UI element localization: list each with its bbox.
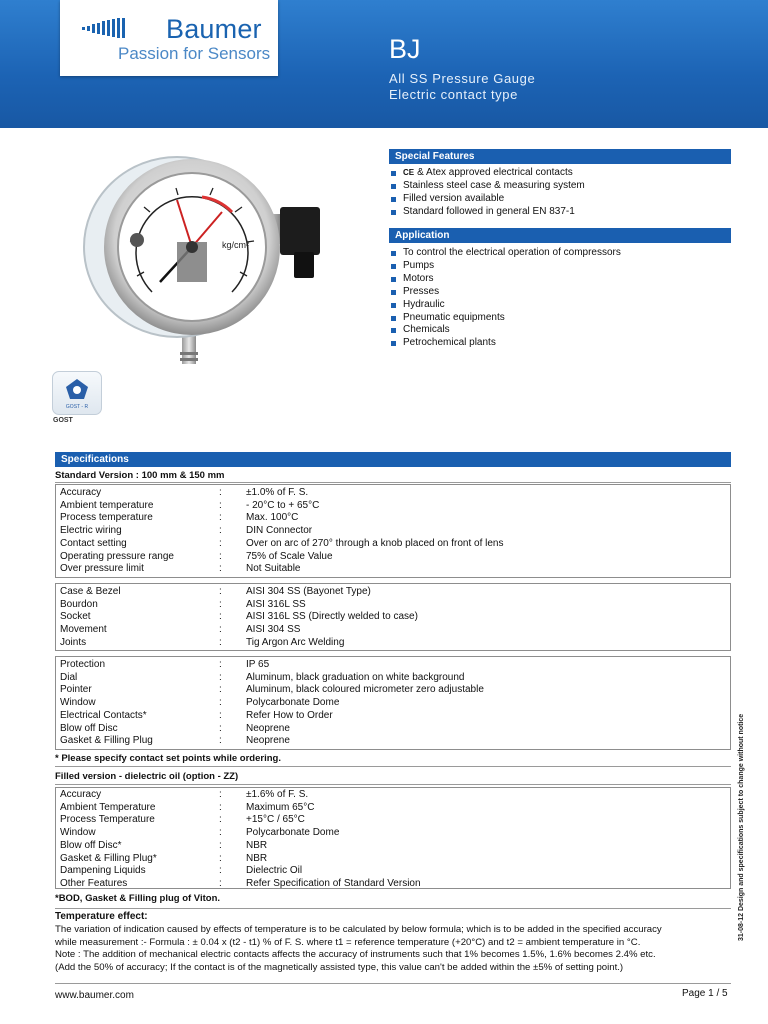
spec-label: Window xyxy=(60,827,96,839)
spec-value: Polycarbonate Dome xyxy=(246,697,340,709)
spec-value: Maximum 65°C xyxy=(246,801,315,813)
filled-version-heading: Filled version - dielectric oil (option - ZZ) xyxy=(55,771,239,782)
spec-value: AISI 304 SS xyxy=(246,624,301,636)
spec-row xyxy=(56,840,730,853)
spec-row xyxy=(56,563,730,576)
bullet-icon xyxy=(391,184,396,189)
viton-note: *BOD, Gasket & Filling plug of Viton. xyxy=(55,893,221,904)
paragraph-line: The variation of indication caused by effects of temperature is to be calculated by below formula; which is to be added in the specified accuracy xyxy=(55,924,662,935)
spec-separator: : xyxy=(219,598,222,610)
spec-label: Other Features xyxy=(60,877,128,889)
bullet-icon xyxy=(391,210,396,215)
product-subtitle-2: Electric contact type xyxy=(389,87,518,102)
spec-row xyxy=(56,637,730,650)
spec-row xyxy=(56,878,730,891)
spec-row xyxy=(56,827,730,840)
application-list xyxy=(389,247,621,350)
spec-value: Tig Argon Arc Welding xyxy=(246,636,345,648)
spec-label: Bourdon xyxy=(60,598,98,610)
spec-row xyxy=(56,538,730,551)
spec-separator: : xyxy=(219,814,222,826)
spec-separator: : xyxy=(219,801,222,813)
spec-label: Accuracy xyxy=(60,487,102,498)
spec-label: Blow off Disc xyxy=(60,722,118,734)
revision-side-note: 31-08-12 Design and specifications subject to change without notice xyxy=(738,713,745,941)
spec-separator: : xyxy=(219,671,222,683)
spec-label: Case & Bezel xyxy=(60,586,121,597)
spec-separator: : xyxy=(219,624,222,636)
spec-label: Gasket & Filling Plug xyxy=(60,735,153,747)
svg-text:kg/cm²: kg/cm² xyxy=(222,240,249,250)
spec-label: Process Temperature xyxy=(60,814,155,826)
spec-label: Dial xyxy=(60,671,78,683)
special-features-list xyxy=(389,167,585,219)
spec-row xyxy=(56,586,730,599)
spec-row xyxy=(56,624,730,637)
temperature-effect-text xyxy=(55,924,745,974)
special-features-heading: Special Features xyxy=(389,149,731,164)
spec-value: Refer How to Order xyxy=(246,709,333,721)
page-number: Page 1 / 5 xyxy=(682,988,728,999)
brand-name: Baumer xyxy=(166,14,262,44)
spec-group-materials xyxy=(55,583,731,651)
spec-value: Neoprene xyxy=(246,735,290,747)
paragraph-line: Note : The addition of mechanical electric contacts affects the accuracy of instruments such that 1% becomes 1.5%, 1.6% becomes 2.4% etc. xyxy=(55,949,656,961)
spec-separator: : xyxy=(219,611,222,623)
spec-row xyxy=(56,551,730,564)
spec-value: Over on arc of 270° through a knob placed on front of lens xyxy=(246,537,504,549)
spec-separator: : xyxy=(219,789,222,800)
spec-separator: : xyxy=(219,877,222,889)
spec-label: Operating pressure range xyxy=(60,550,174,562)
spec-row xyxy=(56,853,730,866)
specifications-heading: Specifications xyxy=(55,452,731,467)
spec-row xyxy=(56,723,730,736)
gost-certification-badge xyxy=(52,371,102,415)
spec-label: Window xyxy=(60,697,96,709)
spec-separator: : xyxy=(219,512,222,524)
spec-value: DIN Connector xyxy=(246,525,313,537)
spec-separator: : xyxy=(219,827,222,839)
spec-separator: : xyxy=(219,709,222,721)
spec-label: Accuracy xyxy=(60,789,102,800)
temperature-effect-title: Temperature effect: xyxy=(55,911,148,922)
contact-setpoint-note: * Please specify contact set points while ordering. xyxy=(55,753,281,764)
spec-label: Ambient Temperature xyxy=(60,801,156,813)
bullet-icon xyxy=(391,328,396,333)
spec-value: AISI 304 SS (Bayonet Type) xyxy=(246,586,371,597)
spec-value: Aluminum, black graduation on white background xyxy=(246,671,465,683)
spec-value: Not Suitable xyxy=(246,563,301,575)
list-item: Presses xyxy=(389,286,621,299)
baumer-logo xyxy=(60,0,278,76)
spec-label: Electric wiring xyxy=(60,525,122,537)
bullet-icon xyxy=(391,197,396,202)
list-item: Hydraulic xyxy=(389,299,621,312)
gost-badge-text: GOST - R xyxy=(65,404,89,410)
spec-separator: : xyxy=(219,735,222,747)
spec-label: Contact setting xyxy=(60,537,127,549)
spec-row xyxy=(56,487,730,500)
spec-row xyxy=(56,814,730,827)
spec-row xyxy=(56,710,730,723)
spec-value: Dielectric Oil xyxy=(246,865,303,877)
spec-value: Polycarbonate Dome xyxy=(246,827,340,839)
spec-row xyxy=(56,684,730,697)
spec-separator: : xyxy=(219,839,222,851)
spec-value: Max. 100°C xyxy=(246,512,299,524)
list-item: Stainless steel case & measuring system xyxy=(389,180,585,193)
spec-separator: : xyxy=(219,659,222,670)
spec-value: ±1.6% of F. S. xyxy=(246,789,309,800)
spec-value: ±1.0% of F. S. xyxy=(246,487,309,498)
list-item: Filled version available xyxy=(389,193,585,206)
spec-value: NBR xyxy=(246,852,268,864)
spec-row xyxy=(56,735,730,748)
spec-row xyxy=(56,599,730,612)
divider xyxy=(55,784,731,785)
spec-label: Gasket & Filling Plug* xyxy=(60,852,157,864)
spec-label: Socket xyxy=(60,611,91,623)
spec-row xyxy=(56,697,730,710)
footer-website-link[interactable]: www.baumer.com xyxy=(55,990,134,1001)
brand-tagline: Passion for Sensors xyxy=(118,44,271,63)
spec-label: Electrical Contacts* xyxy=(60,709,147,721)
bullet-icon xyxy=(391,290,396,295)
spec-row xyxy=(56,659,730,672)
spec-group-filled xyxy=(55,787,731,889)
spec-separator: : xyxy=(219,722,222,734)
spec-value: Aluminum, black coloured micrometer zero adjustable xyxy=(246,684,484,696)
spec-label: Protection xyxy=(60,659,106,670)
spec-row xyxy=(56,789,730,802)
spec-row xyxy=(56,512,730,525)
spec-separator: : xyxy=(219,563,222,575)
spec-row xyxy=(56,865,730,878)
list-item: Chemicals xyxy=(389,324,621,337)
spec-separator: : xyxy=(219,636,222,648)
spec-label: Blow off Disc* xyxy=(60,839,122,851)
list-item: CE & Atex approved electrical contacts xyxy=(389,167,585,180)
divider xyxy=(55,908,731,909)
bullet-icon xyxy=(391,264,396,269)
spec-group-general xyxy=(55,484,731,578)
spec-value: NBR xyxy=(246,839,268,851)
spec-value: - 20°C to + 65°C xyxy=(246,499,320,511)
spec-value: Neoprene xyxy=(246,722,290,734)
spec-row xyxy=(56,672,730,685)
list-item: Pneumatic equipments xyxy=(389,312,621,325)
spec-value: IP 65 xyxy=(246,659,270,670)
spec-value: +15°C / 65°C xyxy=(246,814,305,826)
paragraph-line: (Add the 50% of accuracy; If the contact is of the magnetically assisted type, this value can't be added within the ±5% of setting point.) xyxy=(55,961,624,973)
pressure-gauge-image xyxy=(82,152,332,367)
divider xyxy=(55,766,731,767)
spec-separator: : xyxy=(219,525,222,537)
bullet-icon xyxy=(391,316,396,321)
standard-version-heading: Standard Version : 100 mm & 150 mm xyxy=(55,470,225,481)
spec-label: Process temperature xyxy=(60,512,153,524)
spec-row xyxy=(56,802,730,815)
spec-separator: : xyxy=(219,697,222,709)
spec-group-components xyxy=(55,656,731,750)
spec-separator: : xyxy=(219,852,222,864)
divider xyxy=(55,482,731,483)
logo-dots-icon xyxy=(82,18,126,38)
paragraph-line: while measurement :- Formula : ± 0.04 x (t2 - t1) % of F. S. where t1 = reference temperature (+20°C) and t2 = ambient temperature in °C. xyxy=(55,936,641,948)
ce-mark-icon: CE xyxy=(403,168,415,177)
bullet-icon xyxy=(391,171,396,176)
spec-value: AISI 316L SS (Directly welded to case) xyxy=(246,611,418,623)
spec-separator: : xyxy=(219,487,222,498)
gost-label: GOST xyxy=(53,417,73,424)
product-code: BJ xyxy=(389,34,421,64)
spec-label: Joints xyxy=(60,636,87,648)
product-subtitle-1: All SS Pressure Gauge xyxy=(389,71,536,86)
list-item: To control the electrical operation of compressors xyxy=(389,247,621,260)
spec-separator: : xyxy=(219,684,222,696)
gost-logo-icon xyxy=(53,372,101,414)
spec-label: Movement xyxy=(60,624,107,636)
bullet-icon xyxy=(391,277,396,282)
spec-value: Refer Specification of Standard Version xyxy=(246,877,421,889)
spec-value: 75% of Scale Value xyxy=(246,550,333,562)
spec-separator: : xyxy=(219,865,222,877)
spec-label: Ambient temperature xyxy=(60,499,154,511)
footer-divider xyxy=(55,983,731,984)
application-heading: Application xyxy=(389,228,731,243)
spec-row xyxy=(56,500,730,513)
spec-separator: : xyxy=(219,586,222,597)
spec-label: Dampening Liquids xyxy=(60,865,146,877)
spec-separator: : xyxy=(219,499,222,511)
header-banner xyxy=(0,0,768,128)
spec-row xyxy=(56,525,730,538)
spec-value: AISI 316L SS xyxy=(246,598,306,610)
bullet-icon xyxy=(391,251,396,256)
list-item: Standard followed in general EN 837-1 xyxy=(389,206,585,219)
bullet-icon xyxy=(391,341,396,346)
spec-label: Over pressure limit xyxy=(60,563,144,575)
spec-separator: : xyxy=(219,550,222,562)
spec-label: Pointer xyxy=(60,684,92,696)
list-item: Petrochemical plants xyxy=(389,337,621,350)
spec-row xyxy=(56,611,730,624)
bullet-icon xyxy=(391,303,396,308)
list-item: Pumps xyxy=(389,260,621,273)
spec-separator: : xyxy=(219,537,222,549)
list-item: Motors xyxy=(389,273,621,286)
